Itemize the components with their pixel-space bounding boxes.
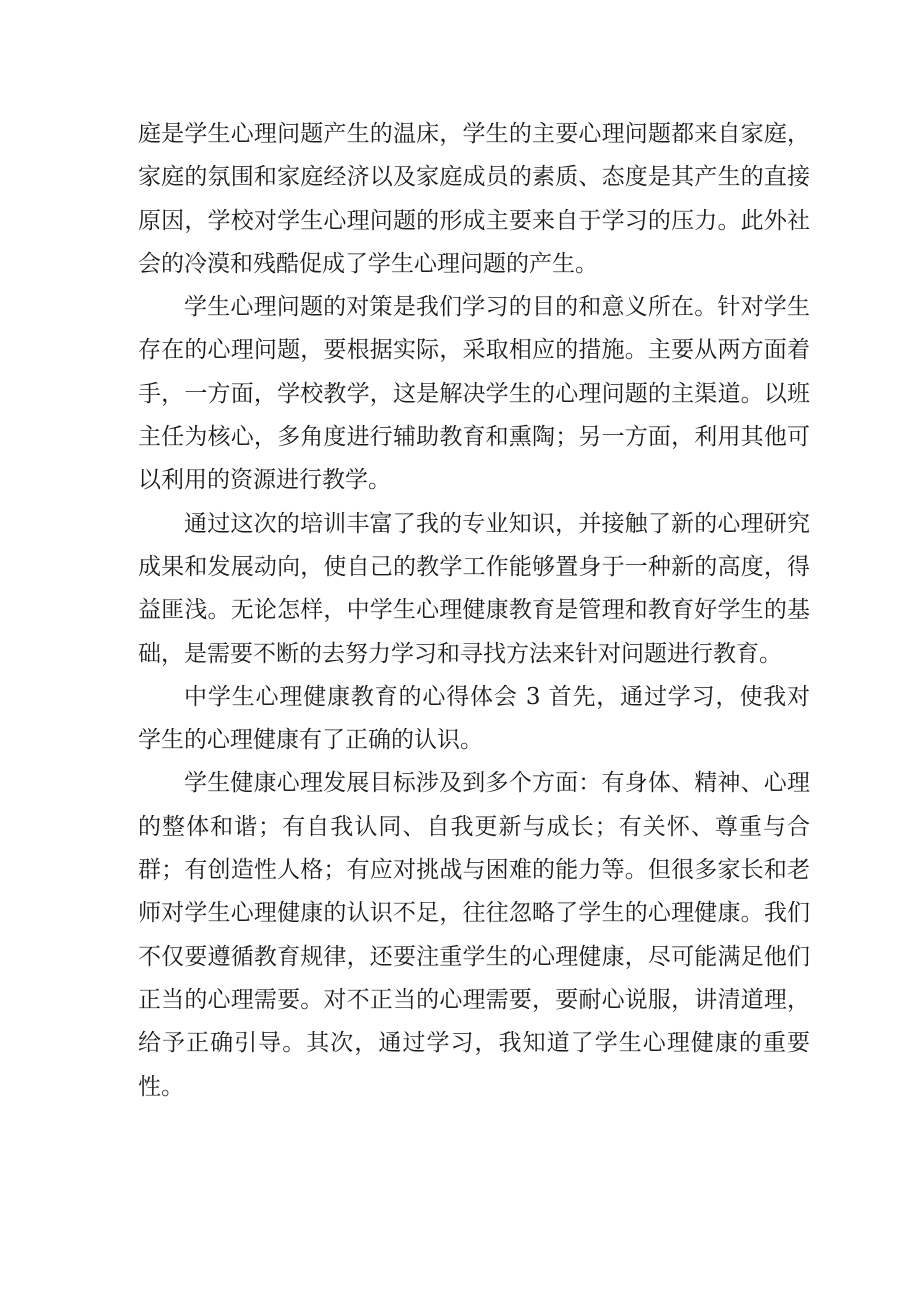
paragraph-development-goals: 学生健康心理发展目标涉及到多个方面：有身体、精神、心理的整体和谐；有自我认同、自我更新与成长；有关怀、尊重与合群；有创造性人格；有应对挑战与困难的能力等。但很多家长和老师对学生心理健康的认识不足，往往忽略了学生的心理健康。我们不仅要遵循教育规律，还要注重学生的心理健康，尽可能满足他们正当的心理需要。对不正当的心理需要，要耐心说服，讲清道理，给予正确引导。其次，通过学习，我知道了学生心理健康的重要性。 (138, 770, 810, 1100)
document-body (138, 113, 810, 1109)
paragraph-countermeasures: 学生心理问题的对策是我们学习的目的和意义所在。针对学生存在的心理问题，要根据实际，采取相应的措施。主要从两方面着手，一方面，学校教学，这是解决学生的心理问题的主渠道。以班主任为核心，多角度进行辅助教育和熏陶；另一方面，利用其他可以利用的资源进行教学。 (138, 294, 810, 494)
paragraph-experience-3: 中学生心理健康教育的心得体会 3 首先，通过学习，使我对学生的心理健康有了正确的认识。 (138, 683, 810, 754)
paragraph-training: 通过这次的培训丰富了我的专业知识，并接触了新的心理研究成果和发展动向，使自己的教学工作能够置身于一种新的高度，得益匪浅。无论怎样，中学生心理健康教育是管理和教育好学生的基础，是需要不断的去努力学习和寻找方法来针对问题进行教育。 (138, 510, 810, 667)
paragraph-continued: 庭是学生心理问题产生的温床，学生的主要心理问题都来自家庭，家庭的氛围和家庭经济以及家庭成员的素质、态度是其产生的直接原因，学校对学生心理问题的形成主要来自于学习的压力。此外社会的冷漠和残酷促成了学生心理问题的产生。 (138, 121, 810, 277)
